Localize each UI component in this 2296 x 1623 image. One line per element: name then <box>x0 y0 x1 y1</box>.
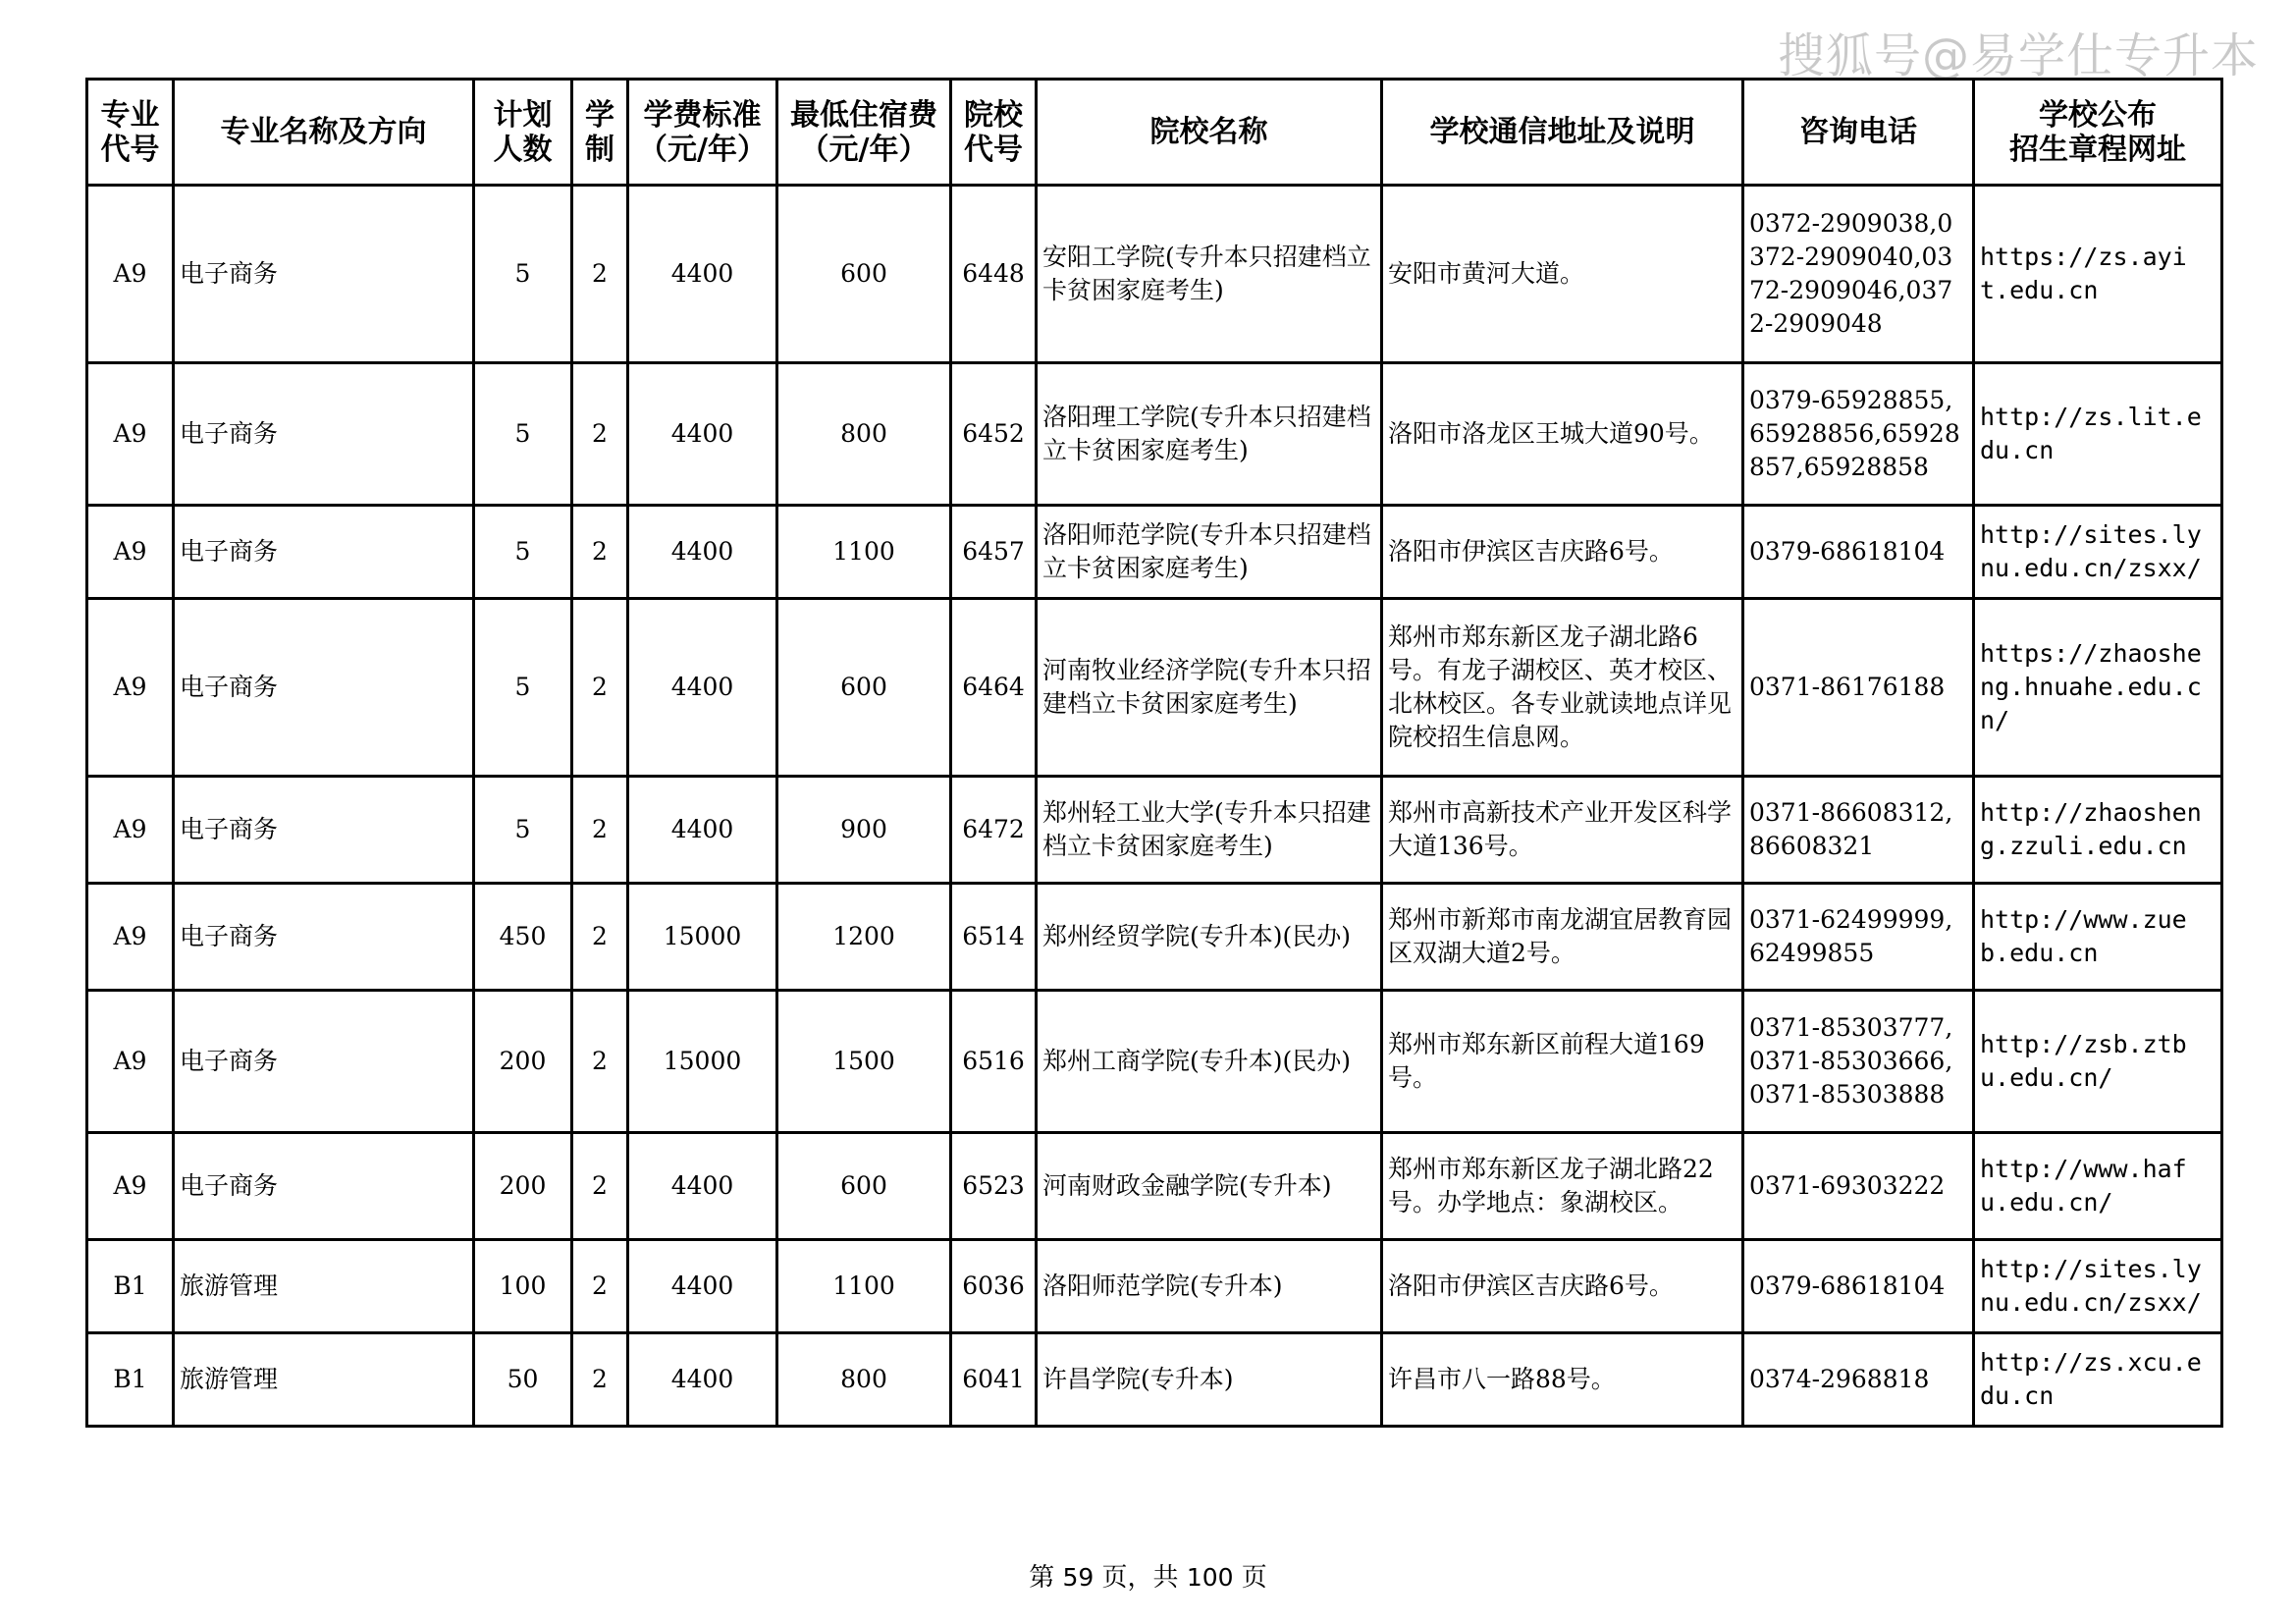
header-url: 学校公布 招生章程网址 <box>1974 80 2222 186</box>
page-footer <box>0 1557 2296 1594</box>
cell-tuition: 15000 <box>628 991 777 1133</box>
cell-tuition: 4400 <box>628 777 777 884</box>
table-row <box>87 506 2222 599</box>
table-header-row <box>87 80 2222 186</box>
cell-phone: 0371-86176188 <box>1743 599 1974 777</box>
cell-url[interactable]: http://sites.lynu.edu.cn/zsxx/ <box>1974 1240 2222 1333</box>
cell-address: 郑州市郑东新区龙子湖北路6号。有龙子湖校区、英才校区、北林校区。各专业就读地点详见院校招生信息网。 <box>1382 599 1743 777</box>
cell-dorm-fee: 1100 <box>777 506 951 599</box>
footer-mid: 页，共 <box>1094 1563 1187 1593</box>
cell-tuition: 4400 <box>628 1133 777 1240</box>
cell-major-code: A9 <box>87 599 174 777</box>
footer-total-pages: 100 <box>1186 1563 1234 1592</box>
header-address: 学校通信地址及说明 <box>1382 80 1743 186</box>
cell-url[interactable]: http://zhaosheng.zzuli.edu.cn <box>1974 777 2222 884</box>
cell-dorm-fee: 600 <box>777 186 951 363</box>
cell-major-code: A9 <box>87 506 174 599</box>
cell-url[interactable]: http://zs.lit.edu.cn <box>1974 363 2222 506</box>
cell-plan-count: 200 <box>474 991 572 1133</box>
cell-school-code: 6448 <box>951 186 1037 363</box>
cell-address: 郑州市郑东新区前程大道169号。 <box>1382 991 1743 1133</box>
cell-major-name: 电子商务 <box>174 1133 474 1240</box>
cell-phone: 0379-68618104 <box>1743 1240 1974 1333</box>
cell-dorm-fee: 1500 <box>777 991 951 1133</box>
cell-school-code: 6452 <box>951 363 1037 506</box>
cell-school-code: 6514 <box>951 884 1037 991</box>
table-row <box>87 363 2222 506</box>
cell-plan-count: 5 <box>474 506 572 599</box>
cell-dorm-fee: 600 <box>777 599 951 777</box>
cell-major-name: 电子商务 <box>174 186 474 363</box>
cell-major-code: B1 <box>87 1240 174 1333</box>
cell-phone: 0371-85303777,0371-85303666,0371-85303888 <box>1743 991 1974 1133</box>
cell-school-name: 洛阳师范学院(专升本) <box>1037 1240 1382 1333</box>
cell-url[interactable]: http://sites.lynu.edu.cn/zsxx/ <box>1974 506 2222 599</box>
cell-school-name: 郑州工商学院(专升本)(民办) <box>1037 991 1382 1133</box>
cell-dorm-fee: 600 <box>777 1133 951 1240</box>
cell-plan-count: 200 <box>474 1133 572 1240</box>
cell-school-code: 6457 <box>951 506 1037 599</box>
cell-school-code: 6464 <box>951 599 1037 777</box>
cell-plan-count: 5 <box>474 363 572 506</box>
table-row <box>87 1133 2222 1240</box>
cell-phone: 0374-2968818 <box>1743 1333 1974 1427</box>
cell-major-name: 旅游管理 <box>174 1333 474 1427</box>
cell-plan-count: 5 <box>474 599 572 777</box>
table-row <box>87 186 2222 363</box>
cell-school-code: 6472 <box>951 777 1037 884</box>
cell-school-code: 6523 <box>951 1133 1037 1240</box>
cell-phone: 0372-2909038,0372-2909040,0372-2909046,0372-2909048 <box>1743 186 1974 363</box>
header-school-code: 院校 代号 <box>951 80 1037 186</box>
table-row <box>87 1240 2222 1333</box>
cell-school-name: 洛阳师范学院(专升本只招建档立卡贫困家庭考生) <box>1037 506 1382 599</box>
cell-address: 郑州市新郑市南龙湖宜居教育园区双湖大道2号。 <box>1382 884 1743 991</box>
cell-major-code: A9 <box>87 1133 174 1240</box>
cell-years: 2 <box>572 884 628 991</box>
watermark: 搜狐号@易学仕专升本 <box>1777 28 2259 83</box>
cell-school-name: 安阳工学院(专升本只招建档立卡贫困家庭考生) <box>1037 186 1382 363</box>
cell-dorm-fee: 1200 <box>777 884 951 991</box>
cell-plan-count: 100 <box>474 1240 572 1333</box>
cell-major-name: 电子商务 <box>174 363 474 506</box>
cell-major-code: B1 <box>87 1333 174 1427</box>
cell-years: 2 <box>572 1133 628 1240</box>
cell-years: 2 <box>572 506 628 599</box>
cell-school-name: 洛阳理工学院(专升本只招建档立卡贫困家庭考生) <box>1037 363 1382 506</box>
cell-major-name: 电子商务 <box>174 599 474 777</box>
cell-plan-count: 50 <box>474 1333 572 1427</box>
cell-address: 安阳市黄河大道。 <box>1382 186 1743 363</box>
cell-major-name: 电子商务 <box>174 884 474 991</box>
enrollment-table <box>85 78 2223 1428</box>
cell-years: 2 <box>572 777 628 884</box>
table-row <box>87 991 2222 1133</box>
cell-major-name: 电子商务 <box>174 506 474 599</box>
cell-address: 郑州市高新技术产业开发区科学大道136号。 <box>1382 777 1743 884</box>
header-school-name: 院校名称 <box>1037 80 1382 186</box>
header-major-code: 专业 代号 <box>87 80 174 186</box>
cell-tuition: 4400 <box>628 1240 777 1333</box>
header-major-name: 专业名称及方向 <box>174 80 474 186</box>
cell-dorm-fee: 1100 <box>777 1240 951 1333</box>
cell-phone: 0379-68618104 <box>1743 506 1974 599</box>
cell-phone: 0379-65928855,65928856,65928857,65928858 <box>1743 363 1974 506</box>
header-dorm-fee: 最低住宿费 （元/年） <box>777 80 951 186</box>
cell-school-code: 6041 <box>951 1333 1037 1427</box>
cell-school-name: 郑州经贸学院(专升本)(民办) <box>1037 884 1382 991</box>
cell-major-code: A9 <box>87 186 174 363</box>
cell-address: 郑州市郑东新区龙子湖北路22号。办学地点：象湖校区。 <box>1382 1133 1743 1240</box>
cell-major-code: A9 <box>87 884 174 991</box>
cell-tuition: 15000 <box>628 884 777 991</box>
header-plan-count: 计划 人数 <box>474 80 572 186</box>
cell-url[interactable]: http://zsb.ztbu.edu.cn/ <box>1974 991 2222 1133</box>
cell-address: 洛阳市伊滨区吉庆路6号。 <box>1382 506 1743 599</box>
cell-major-code: A9 <box>87 363 174 506</box>
cell-school-name: 河南财政金融学院(专升本) <box>1037 1133 1382 1240</box>
cell-dorm-fee: 800 <box>777 363 951 506</box>
table-row <box>87 1333 2222 1427</box>
cell-years: 2 <box>572 186 628 363</box>
table-row <box>87 777 2222 884</box>
cell-address: 许昌市八一路88号。 <box>1382 1333 1743 1427</box>
cell-tuition: 4400 <box>628 363 777 506</box>
cell-url[interactable]: http://www.hafu.edu.cn/ <box>1974 1133 2222 1240</box>
header-phone: 咨询电话 <box>1743 80 1974 186</box>
cell-major-code: A9 <box>87 991 174 1133</box>
header-years: 学 制 <box>572 80 628 186</box>
footer-suffix: 页 <box>1233 1563 1267 1593</box>
cell-years: 2 <box>572 1333 628 1427</box>
table-row <box>87 884 2222 991</box>
cell-school-name: 郑州轻工业大学(专升本只招建档立卡贫困家庭考生) <box>1037 777 1382 884</box>
cell-plan-count: 5 <box>474 777 572 884</box>
cell-major-name: 旅游管理 <box>174 1240 474 1333</box>
cell-years: 2 <box>572 363 628 506</box>
cell-url[interactable]: http://zs.xcu.edu.cn <box>1974 1333 2222 1427</box>
cell-years: 2 <box>572 599 628 777</box>
cell-plan-count: 450 <box>474 884 572 991</box>
cell-major-code: A9 <box>87 777 174 884</box>
cell-tuition: 4400 <box>628 1333 777 1427</box>
cell-tuition: 4400 <box>628 506 777 599</box>
cell-phone: 0371-69303222 <box>1743 1133 1974 1240</box>
cell-years: 2 <box>572 1240 628 1333</box>
footer-page-number: 59 <box>1062 1563 1095 1592</box>
cell-dorm-fee: 900 <box>777 777 951 884</box>
cell-tuition: 4400 <box>628 599 777 777</box>
cell-phone: 0371-86608312,86608321 <box>1743 777 1974 884</box>
cell-school-code: 6516 <box>951 991 1037 1133</box>
cell-url[interactable]: http://www.zueb.edu.cn <box>1974 884 2222 991</box>
cell-address: 洛阳市伊滨区吉庆路6号。 <box>1382 1240 1743 1333</box>
cell-url[interactable]: https://zhaosheng.hnuahe.edu.cn/ <box>1974 599 2222 777</box>
cell-phone: 0371-62499999,62499855 <box>1743 884 1974 991</box>
cell-plan-count: 5 <box>474 186 572 363</box>
cell-url[interactable]: https://zs.ayit.edu.cn <box>1974 186 2222 363</box>
cell-major-name: 电子商务 <box>174 777 474 884</box>
footer-prefix: 第 <box>1029 1563 1063 1593</box>
cell-dorm-fee: 800 <box>777 1333 951 1427</box>
cell-major-name: 电子商务 <box>174 991 474 1133</box>
header-tuition: 学费标准 （元/年） <box>628 80 777 186</box>
table-row <box>87 599 2222 777</box>
cell-address: 洛阳市洛龙区王城大道90号。 <box>1382 363 1743 506</box>
cell-tuition: 4400 <box>628 186 777 363</box>
cell-years: 2 <box>572 991 628 1133</box>
cell-school-code: 6036 <box>951 1240 1037 1333</box>
cell-school-name: 许昌学院(专升本) <box>1037 1333 1382 1427</box>
cell-school-name: 河南牧业经济学院(专升本只招建档立卡贫困家庭考生) <box>1037 599 1382 777</box>
